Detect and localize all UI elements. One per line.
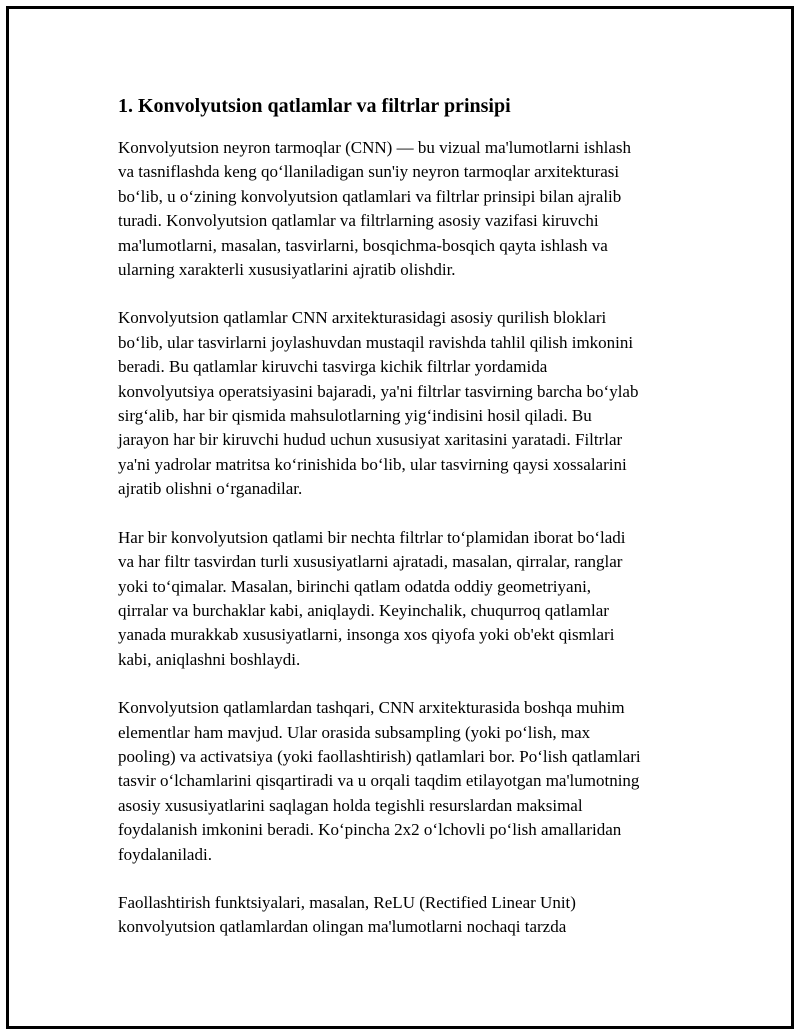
text-line: va tasniflashda keng qo‘llaniladigan sun'iy neyron tarmoqlar arxitekturasi xyxy=(118,162,620,182)
text-line: konvolyutsiya operatsiyasini bajaradi, ya'ni filtrlar tasvirning barcha bo‘ylab xyxy=(118,381,639,401)
text-line: turadi. Konvolyutsion qatlamlar va filtrlarning asosiy vazifasi kiruvchi xyxy=(118,211,599,231)
text-line: konvolyutsion qatlamlardan olingan ma'lumotlarni nochaqi tarzda xyxy=(118,917,567,937)
text-line: kabi, aniqlashni boshlaydi. xyxy=(118,649,301,669)
text-line: ularning xarakterli xususiyatlarini ajratib olishdir. xyxy=(118,260,456,280)
text-line: Konvolyutsion qatlamlardan tashqari, CNN arxitekturasida boshqa muhim xyxy=(118,698,625,718)
text-line: bo‘lib, u o‘zining konvolyutsion qatlamlari va filtrlar prinsipi bilan ajralib xyxy=(118,186,622,206)
paragraph-5 xyxy=(118,891,690,940)
text-line: yanada murakkab xususiyatlarni, insonga xos qiyofa yoki ob'ekt qismlari xyxy=(118,625,615,645)
paragraph-4 xyxy=(118,696,690,867)
paragraph-3 xyxy=(118,526,690,672)
paragraph-2 xyxy=(118,306,690,501)
text-line: jarayon har bir kiruvchi hudud uchun xususiyat xaritasini yaratadi. Filtrlar xyxy=(118,430,623,450)
text-line: foydalanish imkonini beradi. Ko‘pincha 2x2 o‘lchovli po‘lish amallaridan xyxy=(118,820,622,840)
section-heading: 1. Konvolyutsion qatlamlar va filtrlar prinsipi xyxy=(118,95,511,117)
text-line: Konvolyutsion qatlamlar CNN arxitekturasidagi asosiy qurilish bloklari xyxy=(118,308,607,328)
text-line: sirg‘alib, har bir qismida mahsulotlarning yig‘indisini hosil qiladi. Bu xyxy=(118,406,592,426)
text-line: qirralar va burchaklar kabi, aniqlaydi. Keyinchalik, chuqurroq qatlamlar xyxy=(118,600,609,620)
text-line: ajratib olishni o‘rganadilar. xyxy=(118,479,303,499)
text-line: Faollashtirish funktsiyalari, masalan, ReLU (Rectified Linear Unit) xyxy=(118,892,576,912)
text-line: foydalaniladi. xyxy=(118,844,212,864)
text-line: pooling) va activatsiya (yoki faollashtirish) qatlamlari bor. Po‘lish qatlamlari xyxy=(118,746,641,766)
text-line: Konvolyutsion neyron tarmoqlar (CNN) — bu vizual ma'lumotlarni ishlash xyxy=(118,138,631,157)
text-line: asosiy xususiyatlarini saqlagan holda tegishli resurslardan maksimal xyxy=(118,795,583,815)
document-body xyxy=(118,92,690,964)
text-line: tasvir o‘lchamlarini qisqartiradi va u orqali taqdim etilayotgan ma'lumotning xyxy=(118,771,640,791)
text-line: beradi. Bu qatlamlar kiruvchi tasvirga kichik filtrlar yordamida xyxy=(118,357,548,377)
text-line: elementlar ham mavjud. Ular orasida subsampling (yoki po‘lish, max xyxy=(118,722,591,742)
text-line: ma'lumotlarni, masalan, tasvirlarni, bosqichma-bosqich qayta ishlash va xyxy=(118,235,608,255)
text-line: ya'ni yadrolar matritsa ko‘rinishida bo‘lib, ular tasvirning qaysi xossalarini xyxy=(118,454,627,474)
text-line: bo‘lib, ular tasvirlarni joylashuvdan mustaqil ravishda tahlil qilish imkonini xyxy=(118,332,634,352)
text-line: yoki to‘qimalar. Masalan, birinchi qatlam odatda oddiy geometriyani, xyxy=(118,576,592,596)
text-line: va har filtr tasvirdan turli xususiyatlarni ajratadi, masalan, qirralar, ranglar xyxy=(118,552,623,572)
text-line: Har bir konvolyutsion qatlami bir nechta filtrlar to‘plamidan iborat bo‘ladi xyxy=(118,527,626,547)
paragraph-1 xyxy=(118,136,690,282)
